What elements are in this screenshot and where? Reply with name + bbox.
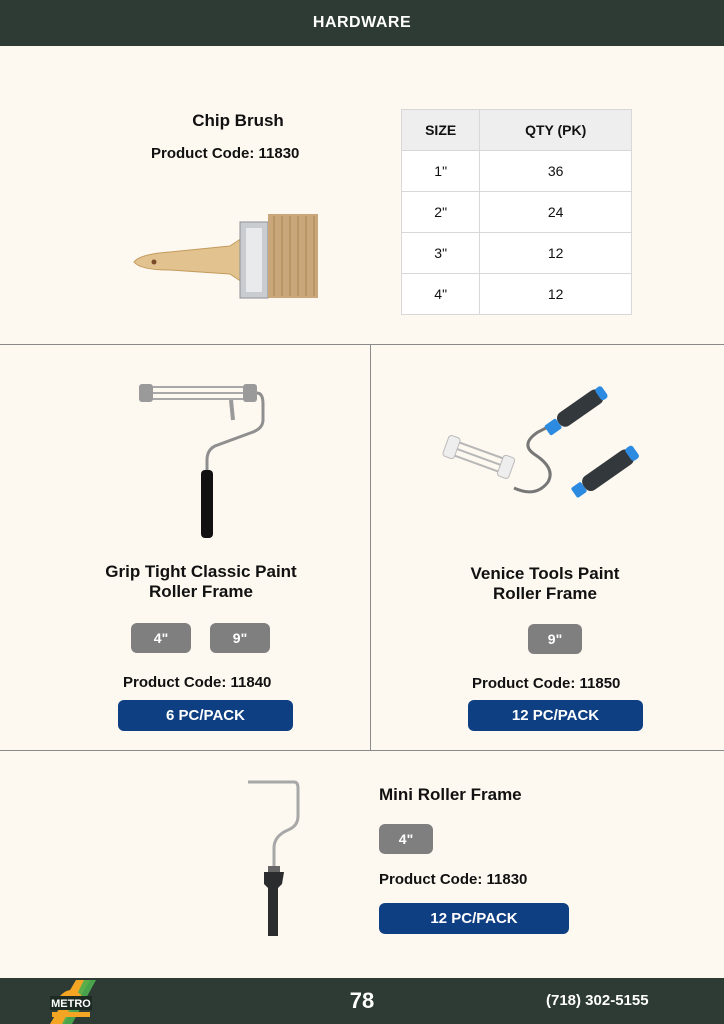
size-option-9in[interactable]: 9" (210, 623, 270, 653)
mini-roller-image (244, 776, 300, 940)
page-footer (0, 978, 724, 1024)
grip-tight-title (86, 562, 316, 601)
logo-text: METRO (51, 998, 91, 1010)
table-header-row (402, 110, 632, 151)
table-cell-qty: 24 (480, 192, 632, 233)
section-divider (0, 750, 724, 751)
page-number: 78 (349, 988, 375, 1013)
venice-roller-image (438, 382, 652, 512)
size-option-4in[interactable]: 4" (131, 623, 191, 653)
table-cell-size: 4" (402, 274, 480, 315)
mini-roller-pack-button[interactable]: 12 PC/PACK (379, 903, 569, 934)
venice-title-line2: Roller Frame (493, 583, 597, 603)
table-row (402, 233, 632, 274)
table-cell-qty: 36 (480, 151, 632, 192)
table-header-size: SIZE (402, 110, 480, 151)
table-row (402, 274, 632, 315)
table-cell-qty: 12 (480, 233, 632, 274)
grip-tight-roller-image (135, 380, 270, 542)
chip-brush-image (130, 208, 322, 304)
column-divider (370, 344, 371, 750)
venice-product-code: Product Code: 11850 (472, 675, 621, 692)
table-cell-size: 3" (402, 233, 480, 274)
chip-brush-title: Chip Brush (192, 111, 284, 130)
grip-tight-pack-button[interactable]: 6 PC/PACK (118, 700, 293, 731)
table-row (402, 151, 632, 192)
page-header (0, 0, 724, 46)
header-title: HARDWARE (312, 14, 412, 31)
table-header-qty: QTY (PK) (480, 110, 632, 151)
mini-roller-product-code: Product Code: 11830 (379, 871, 528, 888)
venice-pack-button[interactable]: 12 PC/PACK (468, 700, 643, 731)
grip-tight-title-line2: Roller Frame (149, 581, 253, 601)
size-option-4in[interactable]: 4" (379, 824, 433, 854)
venice-title-line1: Venice Tools Paint (470, 564, 620, 583)
grip-tight-product-code: Product Code: 11840 (123, 674, 272, 691)
metro-logo (46, 980, 96, 1024)
table-cell-size: 1" (402, 151, 480, 192)
venice-title (440, 564, 650, 603)
table-cell-qty: 12 (480, 274, 632, 315)
section-divider (0, 344, 724, 345)
table-cell-size: 2" (402, 192, 480, 233)
phone-number[interactable]: (718) 302-5155 (546, 992, 649, 1009)
chip-brush-product-code: Product Code: 11830 (151, 145, 300, 162)
grip-tight-title-line1: Grip Tight Classic Paint (105, 562, 297, 581)
table-row (402, 192, 632, 233)
chip-brush-size-table (401, 109, 632, 315)
mini-roller-title: Mini Roller Frame (379, 785, 522, 804)
size-option-9in[interactable]: 9" (528, 624, 582, 654)
